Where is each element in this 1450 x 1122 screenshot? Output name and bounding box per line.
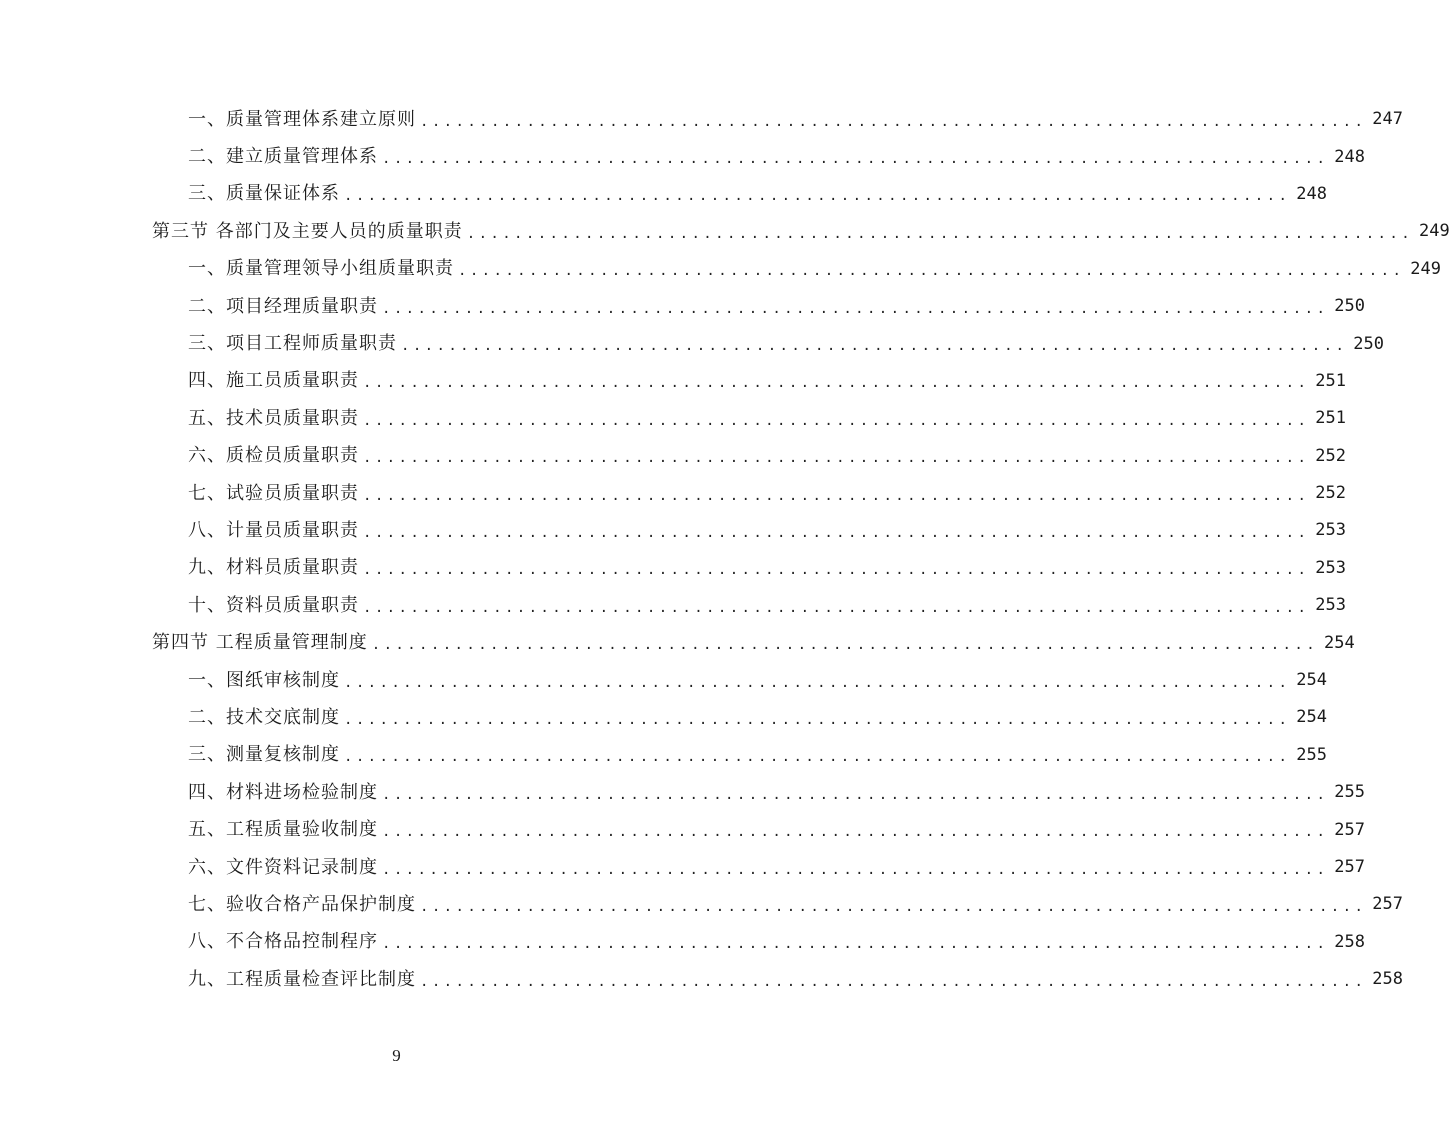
toc-entry-page: 249: [1419, 221, 1450, 242]
toc-entry[interactable]: [0, 811, 1366, 848]
toc-dot-leader: ................................................................................: [344, 711, 1291, 728]
toc-entry-page: 248: [1296, 183, 1328, 204]
toc-entry-page: 252: [1315, 445, 1347, 466]
toc-dot-leader: ................................................................................: [363, 562, 1310, 579]
toc-entry[interactable]: [0, 288, 1366, 325]
toc-entry[interactable]: [0, 325, 1385, 362]
toc-dot-leader: ................................................................................: [363, 412, 1310, 429]
toc-entry[interactable]: [0, 550, 1347, 587]
toc-entry-title: 七、验收合格产品保护制度: [188, 893, 416, 915]
toc-dot-leader: ................................................................................: [382, 786, 1329, 803]
toc-entry-title: 六、文件资料记录制度: [188, 856, 378, 878]
toc-entry[interactable]: [0, 699, 1328, 736]
toc-dot-leader: ................................................................................: [382, 151, 1329, 168]
toc-entry[interactable]: [0, 737, 1328, 774]
toc-dot-leader: ................................................................................: [458, 263, 1405, 280]
toc-dot-leader: ................................................................................: [344, 674, 1291, 691]
toc-entry-page: 257: [1334, 819, 1366, 840]
toc-entry-title: 十、资料员质量职责: [188, 594, 359, 616]
toc-dot-leader: ................................................................................: [420, 973, 1367, 990]
toc-entry[interactable]: [0, 438, 1347, 475]
toc-entry-page: 251: [1315, 370, 1347, 391]
toc-entry-title: 四、材料进场检验制度: [188, 781, 378, 803]
toc-entry-title: 六、质检员质量职责: [188, 445, 359, 467]
toc-entry-page: 250: [1353, 333, 1385, 354]
toc-entry-title: 四、施工员质量职责: [188, 370, 359, 392]
toc-entry-page: 254: [1296, 670, 1328, 691]
table-of-contents: [0, 101, 1450, 998]
toc-entry[interactable]: [0, 251, 1442, 288]
toc-dot-leader: ................................................................................: [382, 861, 1329, 878]
toc-entry[interactable]: [0, 363, 1347, 400]
toc-entry-page: 249: [1410, 258, 1442, 279]
toc-entry-page: 257: [1372, 894, 1404, 915]
toc-entry[interactable]: [0, 512, 1347, 549]
page-number: 9: [392, 1046, 401, 1065]
toc-entry-title: 八、不合格品控制程序: [188, 931, 378, 953]
toc-entry-page: 254: [1296, 707, 1328, 728]
toc-entry-page: 255: [1334, 782, 1366, 803]
toc-entry[interactable]: [0, 774, 1366, 811]
toc-entry-page: 253: [1315, 595, 1347, 616]
toc-entry-title: 三、测量复核制度: [188, 744, 340, 766]
toc-entry-title: 二、项目经理质量职责: [188, 295, 378, 317]
toc-entry-page: 251: [1315, 408, 1347, 429]
toc-entry[interactable]: [0, 475, 1347, 512]
toc-entry[interactable]: [0, 176, 1328, 213]
toc-entry[interactable]: [0, 961, 1404, 998]
toc-dot-leader: ................................................................................: [344, 749, 1291, 766]
toc-entry-title: 九、材料员质量职责: [188, 557, 359, 579]
toc-entry-title: 一、质量管理体系建立原则: [188, 108, 416, 130]
toc-entry-title: 五、技术员质量职责: [188, 407, 359, 429]
toc-entry-page: 255: [1296, 744, 1328, 765]
toc-entry-title: 九、工程质量检查评比制度: [188, 968, 416, 990]
toc-entry[interactable]: [0, 587, 1347, 624]
toc-entry[interactable]: [0, 886, 1404, 923]
toc-dot-leader: ................................................................................: [363, 375, 1310, 392]
toc-dot-leader: ................................................................................: [344, 188, 1291, 205]
toc-entry-title: 七、试验员质量职责: [188, 482, 359, 504]
toc-entry-title: 一、质量管理领导小组质量职责: [188, 258, 454, 280]
toc-dot-leader: ................................................................................: [401, 338, 1348, 355]
toc-entry-title: 第三节 各部门及主要人员的质量职责: [152, 220, 463, 242]
toc-entry-page: 253: [1315, 557, 1347, 578]
toc-dot-leader: ................................................................................: [363, 524, 1310, 541]
toc-entry-page: 258: [1334, 931, 1366, 952]
toc-entry-page: 248: [1334, 146, 1366, 167]
toc-entry-title: 二、建立质量管理体系: [188, 146, 378, 168]
toc-entry[interactable]: [0, 662, 1328, 699]
toc-entry-page: 253: [1315, 520, 1347, 541]
toc-section-entry[interactable]: [0, 624, 1355, 661]
toc-entry-title: 五、工程质量验收制度: [188, 819, 378, 841]
toc-entry-title: 第四节 工程质量管理制度: [152, 632, 368, 654]
toc-entry-title: 八、计量员质量职责: [188, 519, 359, 541]
toc-dot-leader: ................................................................................: [363, 450, 1310, 467]
toc-dot-leader: ................................................................................: [420, 898, 1367, 915]
toc-entry-page: 257: [1334, 857, 1366, 877]
toc-dot-leader: ................................................................................: [466, 225, 1414, 242]
toc-entry[interactable]: [0, 101, 1404, 138]
toc-entry[interactable]: [0, 138, 1366, 175]
toc-dot-leader: ................................................................................: [363, 487, 1310, 504]
toc-entry[interactable]: [0, 849, 1366, 886]
toc-dot-leader: ................................................................................: [371, 637, 1319, 654]
toc-entry-title: 一、图纸审核制度: [188, 669, 340, 691]
toc-entry-page: 258: [1372, 969, 1404, 990]
toc-entry-page: 250: [1334, 296, 1366, 317]
toc-entry-title: 二、技术交底制度: [188, 706, 340, 728]
toc-dot-leader: ................................................................................: [382, 824, 1329, 841]
toc-entry-page: 252: [1315, 483, 1347, 504]
toc-dot-leader: ................................................................................: [420, 113, 1367, 130]
toc-entry-page: 247: [1372, 109, 1404, 130]
toc-entry-page: 254: [1324, 632, 1355, 653]
toc-section-entry[interactable]: [0, 213, 1450, 250]
toc-dot-leader: ................................................................................: [382, 300, 1329, 317]
toc-entry[interactable]: [0, 924, 1366, 961]
toc-entry-title: 三、项目工程师质量职责: [188, 333, 397, 355]
toc-entry[interactable]: [0, 400, 1347, 437]
toc-dot-leader: ................................................................................: [382, 936, 1329, 953]
toc-dot-leader: ................................................................................: [363, 599, 1310, 616]
toc-entry-title: 三、质量保证体系: [188, 183, 340, 205]
